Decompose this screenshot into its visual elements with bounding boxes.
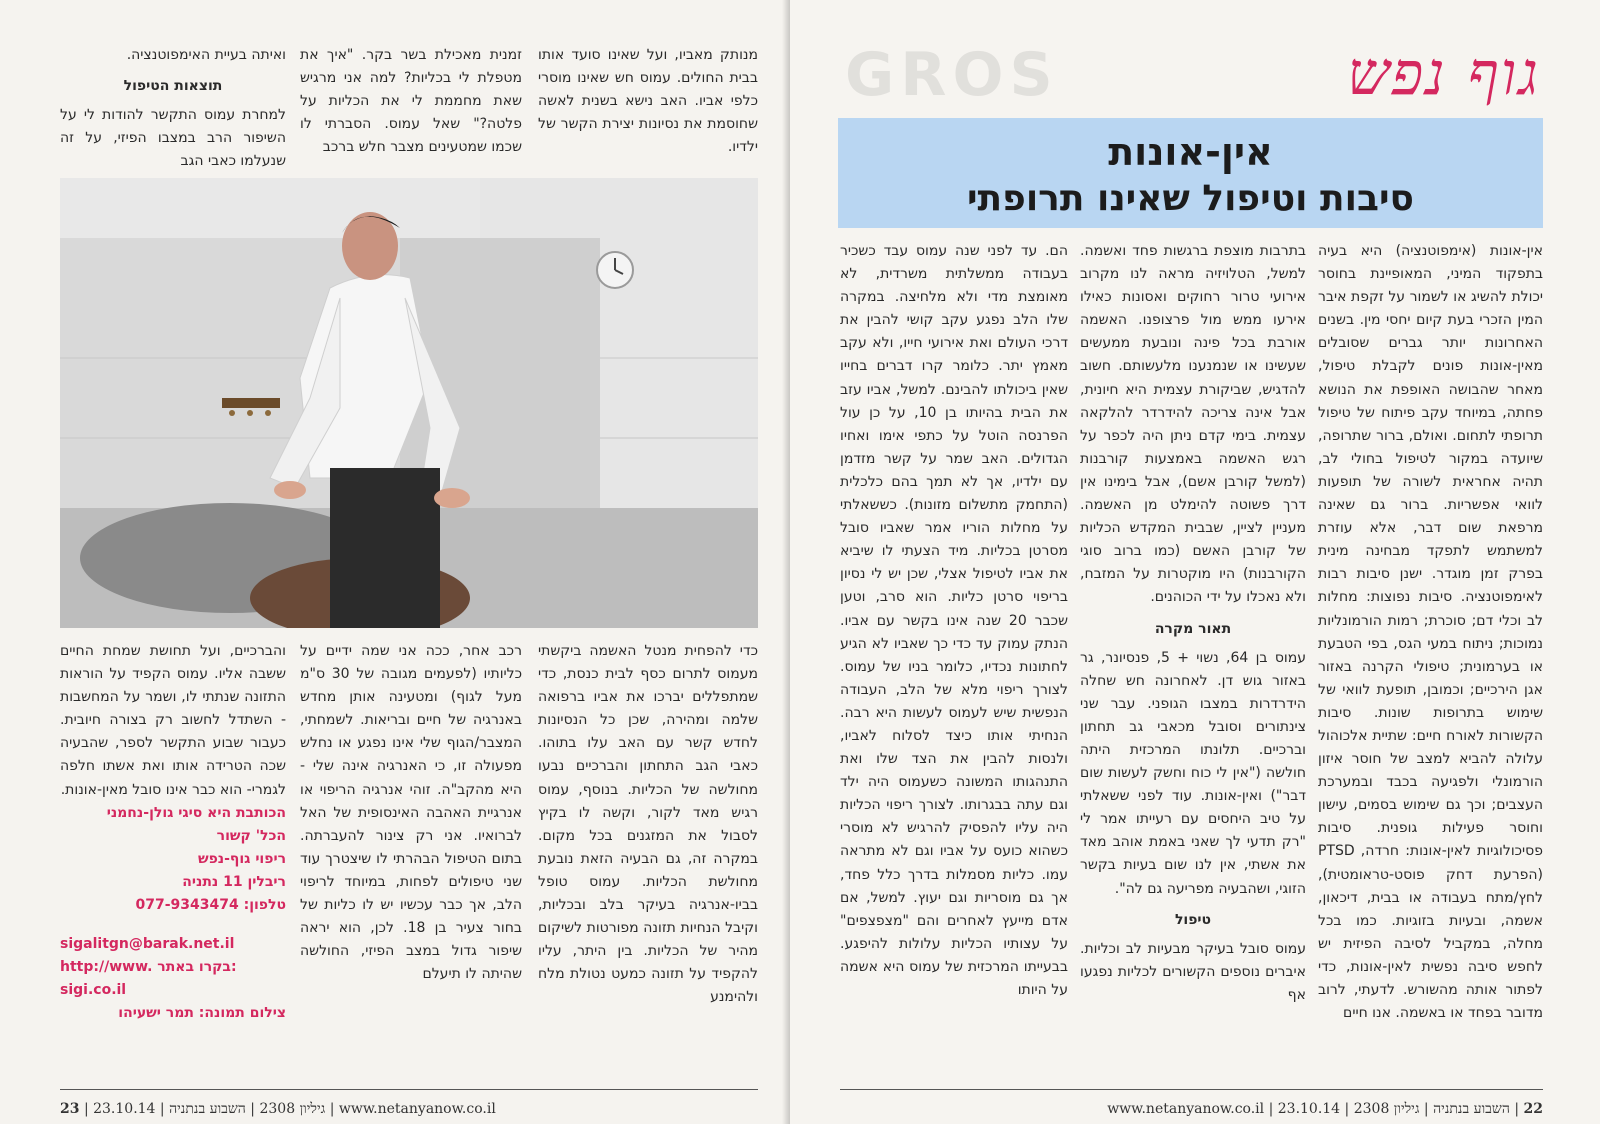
footer-date: 23.10.14: [1277, 1101, 1341, 1117]
left-top-col-1: [538, 44, 758, 168]
therapy-photo-illustration: [60, 178, 758, 628]
case-heading: תאור מקרה: [1154, 620, 1232, 637]
footer-rule-right: [840, 1089, 1543, 1090]
site-label: בקרו באתר:: [157, 959, 237, 976]
site-prefix[interactable]: http://www.: [60, 959, 153, 976]
field-line: ריפוי גוף-נפש: [197, 850, 286, 867]
section-ghost-text: GROS: [845, 40, 1059, 110]
paragraph: עמוס בן 64, נשוי + 5, פנסיונר, גר באזור גוש דן. לאחרונה חש שחלה הידרדרות במצבו הגופני. עבר שני צינתורים וסובל מכאבי גב תחתון וברכיים. תלונתו המרכזית היתה חולשה ("אין לי כוח וחשק לעשות שום דבר") ואין-אונות. עוד לפני ששאלתי על טיב היחסים עם רעייתו אמר לי "רק תדעי לך שאני באמת אוהב מאד את אשתי, אין לנו שום בעיות בקשר הזוגי, ושהבעיה מפריעה גם לה".: [1080, 649, 1306, 897]
article-subtitle: סיבות וטיפול שאינו תרופתי: [966, 178, 1415, 219]
paragraph: והברכיים, ועל תחושת שמחת החיים ששבה אליו. עמוס הקפיד על הוראות התזונה שנתתי לו, ושמר על המחשבות - השתדל לחשוב רק בצורה חיובית. כעבור שבוע התקשר לספר, שהבעיה שכה הטרידה אותו ואת אשתו חלפה לגמרי- הוא כבר אינו סובל מאין-אונות.: [60, 643, 286, 798]
page-number: 23: [60, 1101, 80, 1117]
paragraph: הם. עד לפני שנה עמוס עבד כשכיר בעבודה ממשלתית משרדית, לא מאומצת מדי ולא מלחיצה. במקרה שלו הלב נפגע עקב קושי להבין את דרכי העולם ואת אירועי חייו, ולא עקב מאמץ יתר. כלומר קרו דברים בחייו שאין ביכולתו להבינם. למשל, אביו עזב את הבית בהיותו בן 10, על כן עול הפרנסה הוטל על כתפי אימו ואחיו הגדולים. האב שמר על קשר מזדמן עם ילדיו, אך לא תמך בהם כלכלית (התחמק מתשלום מזונות). כששאלתי על מחלות הוריו אמר שאביו סובל מסרטן בכליות. מיד הצעתי לו שיביא את אביו לטיפול אצלי, שכן יש לי נסיון בריפוי סרטן כליות. הוא סרב, וטען שכבר 20 שנה אינו בקשר עם אביו. הנתק עמוק עד כדי כך שאביו לא הגיע לחתונות נכדיו, כלומר בניו של עמוס. לצורך ריפוי מלא של הלב, העבודה הנפשית שיש לעמוס לעשות היא רבה. הנחיתי אותו כיצד לסלוח לאביו, ולנסות להבין את הצד שלו ואת התנהגותו המשונה כשעמוס היה ילד וגם עתה בבגרותו. לצורך ריפוי הכליות היה עליו להפסיק להרגיש לא מוסרי כשהוא כועס על אביו וגם לא מתראה עמו. כליות מסמלות בדרך כלל פחד, אך גם מוסריות וגם יעוץ. למשל, אם אדם מייעץ לאחרים והם "מצפצפים" על עצותיו הכליות עלולות להיפגע. בבעייתו המרכזית של עמוס היא אשמה על היותו: [840, 243, 1068, 998]
footer-issue: גיליון 2308: [1353, 1101, 1420, 1117]
left-top-col-3: [60, 44, 286, 168]
right-col-2: [1080, 240, 1306, 1050]
footer-right: 22 | השבוע בנתניה | גיליון 2308 | 23.10.14 | www.netanyanow.co.il: [1107, 1101, 1543, 1117]
therapy-photo: [60, 178, 758, 628]
paragraph: כדי להפחית מנטל האשמה ביקשתי מעמוס לתרום כסף לבית כנסת, כדי שמתפללים יברכו את אביו ברפואה שלמה ומהירה, שכן כל הנסיונות לחדש קשר עם האב עלו בתוהו. כאבי הגב התחתון והברכיים נבעו מחולשה של הכליות. בנוסף, עמוס רגיש מאד לקור, וקשה לו בקיץ לסבול את המזגנים בכל מקום. במקרה זה, גם הבעיה הזאת נובעת מחולשת הכליות. עמוס טופל בביו-אנרגיה בעיקר בלב ובכליות, וקיבל הנחיות תזונה מפורטות לשיקום מהיר של הכליות. בין היתר, עליו להקפיד על תזונה כמעט נטולת מלח ולהימנע: [538, 643, 758, 1006]
site-line: [60, 956, 286, 979]
section-logo: גוף נפש: [1347, 39, 1540, 109]
phone-line: [60, 894, 286, 917]
address-line: ריבלין 11 נתניה: [182, 873, 286, 890]
profession-line: הכל' קשור: [216, 827, 286, 844]
footer-paper: השבוע בנתניה: [1433, 1101, 1510, 1117]
footer-rule-left: [60, 1089, 758, 1090]
article-title: אין-אונות: [1108, 130, 1273, 174]
left-bottom-col-2: [300, 640, 522, 1070]
page-number: 22: [1523, 1101, 1543, 1117]
footer-issue: גיליון 2308: [259, 1101, 326, 1117]
phone-number[interactable]: 077-9343474: [135, 897, 239, 914]
footer-date: 23.10.14: [93, 1101, 156, 1117]
photo-credit: צילום תמונה: תמר ישעיהו: [118, 1005, 286, 1022]
footer-paper: השבוע בנתניה: [169, 1101, 246, 1117]
paragraph: ואיתה בעיית האימפוטנציה.: [126, 47, 286, 63]
treatment-heading: טיפול: [1174, 911, 1212, 928]
author-line: הכותבת היא סיגי גולן-נחמני: [106, 804, 286, 821]
site-domain-link[interactable]: sigi.co.il: [60, 982, 127, 999]
paragraph: זמנית מאכילת בשר בקר. "איך את מטפלת לי בכליות? למה אני מרגיש שאת מחממת לי את הכליות על פלטה?" שאל עמוס. הסברתי לו שכמו שמטעינים מצבר חלש ברכב: [300, 47, 522, 156]
article-title-box: [838, 118, 1543, 228]
left-top-col-2: [300, 44, 522, 168]
right-col-1: [1318, 240, 1543, 1050]
phone-label: טלפון:: [243, 897, 286, 914]
paragraph: מנותק מאביו, ועל שאינו סועד אותו בבית החולים. עמוס חש שאינו מוסרי כלפי אביו. האב נישא בשנית לאשה שחוסמת את נסיונות יצירת הקשר של ילדיו.: [538, 47, 758, 156]
footer-url[interactable]: www.netanyanow.co.il: [1107, 1101, 1265, 1117]
paragraph: רכב אחר, ככה אני שמה ידיים על כליותיו (לפעמים מגובה של 30 ס"מ מעל לגוף) ומטעינה אותן מחדש באנרגיה של חיים ובריאות. לשמחתי, המצבר/הגוף שלי אינו נפגע או נחלש מפעולה זו, כי האנרגיה אינה שלי - היא מהקב"ה. זוהי אנרגיה הריפוי או אנרגיית האהבה האינסופית של האל לברואיו. אני רק צינור להעברתה. בתום הטיפול הבהרתי לו שיצטרך עוד שני טיפולים לפחות, במיוחד לריפוי הלב, אך כבר עכשיו יש לו כליות של בחור צעיר בן 18. לכן, הוא יראה שיפור גדול במצב הפיזי, החולשה שהיתה לו תיעלם: [300, 643, 522, 983]
right-col-3: [840, 240, 1068, 1050]
footer-url[interactable]: www.netanyanow.co.il: [338, 1101, 496, 1117]
footer-left: 23 | 23.10.14 | גיליון 2308 | השבוע בנתניה | www.netanyanow.co.il: [60, 1101, 496, 1117]
paragraph: אין-אונות (אימפוטנציה) היא בעיה בתפקוד המיני, המאופיינת בחוסר יכולת להשיג או לשמור על זקפת איבר המין הזכרי בעת קיום יחסי מין. בשנים האחרונות יותר גברים שסובלים מאין-אונות פונים לקבלת טיפול, מאחר שהבושה האופפת את הנושא פחתה, במיוחד עקב פיתוח של טיפול תרופתי לתחום. ואולם, ברור שתרופה, שיועדה במקור לטיפול בחולי לב, תהיה אחראית לשורה של תופעות לוואי אפשריות. ברור גם שאינה מרפאת שום דבר, אלא עוזרת למשתמש לתפקד מבחינה מינית בפרק זמן מוגדר. ישנן סיבות רבות לאימפוטנציה. סיבות נפוצות: מחלות לב וכלי דם; סוכרת; רמות הורמונליות נמוכות; ניתוח במעי הגס, בפי הטבעת או בערמונית; טיפולי הקרנה באזור אגן הירכיים; וכמובן, תופעת לוואי של שימוש בתרופות שונות. סיבות הקשורות לאורח חיים: שתיית אלכוהול עלולה להביא למצב של חוסר איזון הורמונלי ולפגיעה בכבד ובמערכת העצבים; וכך גם שימוש בסמים, עישון וחוסר פעילות גופנית. סיבות פסיכולוגיות לאין-אונות: חרדה, PTSD (הפרעת דחק פוסט-טראומטית), לחץ/מתח בעבודה או בבית, דיכאון, אשמה, ובעיות בזוגיות. כמו בכל מחלה, במקביל לסיבה הפיזית יש לחפש סיבה נפשית לאין-אונות, כדי לפתור אותה מהשורש. לדעתי, לרוב מדובר בפחד או באשמה. אנו חיים: [1318, 243, 1543, 1022]
results-heading: תוצאות הטיפול: [123, 78, 223, 95]
email-link[interactable]: sigalitgn@barak.net.il: [60, 936, 235, 953]
paragraph: למחרת עמוס התקשר להודות לי על השיפור הרב במצבו הפיזי, על זה שנעלמו כאבי הגב: [60, 107, 286, 168]
paragraph: בתרבות מוצפת ברגשות פחד ואשמה. למשל, הטלויזיה מראה לנו מקרוב אירועי טרור רחוקים ואסונות כאילו אירעו ממש מול פרצופנו. האשמה אורבת בכל פינה ונובעת ממעשים שעשינו או שנמנענו מלעשותם. חשוב להדגיש, שביקורת עצמית היא חיונית, אבל אינה צריכה להידרדר להלקאה עצמית. בימי קדם ניתן היה לכפר על רגש האשמה באמצעות קורבנות (למשל קורבן אשם), אבל בימינו אין דרך פשוטה להימלט מן האשמה. מעניין לציין, שבבית המקדש הכליות של קורבן האשם (כמו ברוב סוגי הקורבנות) היו מוקטרות על המזבח, ולא נאכלו על ידי הכוהנים.: [1080, 243, 1306, 606]
left-bottom-col-1: [538, 640, 758, 1070]
left-page: [0, 0, 790, 1124]
left-bottom-col-3: [60, 640, 286, 1072]
paragraph: עמוס סובל בעיקר מבעיות לב וכליות. איברים נוספים הקשורים לכליות נפגעו אף: [1080, 940, 1306, 1003]
